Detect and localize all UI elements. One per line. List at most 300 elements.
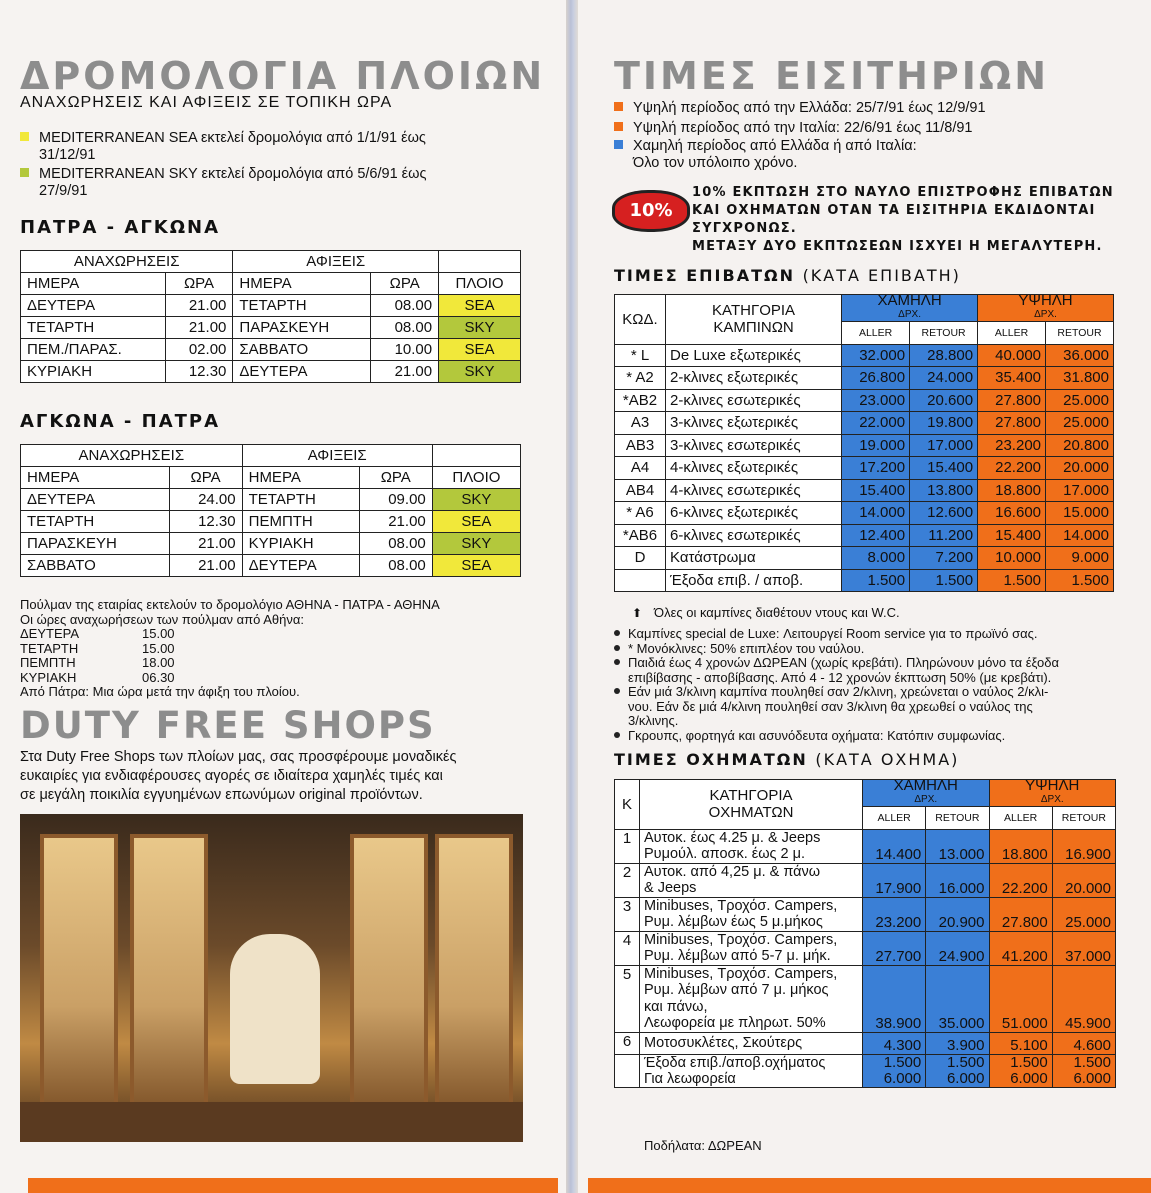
note-sky-line2: 27/9/91 [39,183,88,199]
bus-time-row [20,627,440,642]
cell: 02.00 [165,339,233,361]
price-cell: 38.900 [863,965,926,1032]
table-row [615,1055,1116,1088]
price-cell: 17.900 [863,863,926,897]
duty-free-title: DUTY FREE SHOPS [20,704,436,747]
vehicle-class: 2 [615,863,640,897]
bullet-icon [614,688,620,694]
cat-line: Αυτοκ. έως 4.25 μ. & Jeeps [644,829,821,846]
cell: ΔΕΥΤΕΡΑ [21,295,166,317]
note-text: 3/κλινης. [628,713,679,728]
price-cell: 16.000 [926,863,989,897]
cat-line: Minibuses, Τροχόσ. Campers, [644,965,838,982]
cabin-code: * A2 [615,367,666,390]
ship-cell: SEA [439,295,521,317]
h-high [978,292,1114,322]
table-row [615,479,1114,502]
price-cell: 26.800 [842,367,910,390]
table-row [21,489,521,511]
cabin-code: * A6 [615,502,666,525]
cell: ΤΕΤΑΡΤΗ [233,295,371,317]
cabin-code: AB3 [615,434,666,457]
price: 6.000 [1073,1070,1111,1087]
cell: ΔΕΥΤΕΡΑ [233,361,371,383]
schedule-title: ΔΡΟΜΟΛΟΓΙΑ ΠΛΟΙΩΝ [20,54,546,98]
price-cell: 7.200 [910,547,978,570]
cabin-category: Κατάστρωμα [666,547,842,570]
price-cell: 8.000 [842,547,910,570]
price-cell: 14.000 [842,502,910,525]
h-low [842,292,978,322]
vehicle-class: 1 [615,829,640,863]
price-cell: 25.000 [1046,389,1114,412]
h-retour: RETOUR [910,322,978,345]
note-text: επιβίβασης - αποβίβασης. Από 4 - 12 χρονών έκπτωση 50% (με κρεβάτι). [628,669,1052,685]
note-sea-line2: 31/12/91 [39,147,96,163]
note-text: * Μονόκλινες: 50% επιπλέον του ναύλου. [628,640,865,656]
cell: ΤΕΤΑΡΤΗ [242,489,359,511]
h-high-label: ΥΨΗΛΗ [1018,292,1073,309]
cell: 08.00 [359,555,432,577]
sky-color-square [20,168,29,177]
r1-c-day2: ΗΜΕΡΑ [233,273,371,295]
low-season-square [614,140,623,149]
price-cell: 23.200 [978,434,1046,457]
duty-free-text [20,748,456,805]
cat-line: Μοτοσυκλέτες, Σκούτερς [644,1035,803,1051]
photo-coat [230,934,320,1084]
h-aller: ALLER [989,807,1052,830]
cat-line: Ρυμ. λέμβων από 5-7 μ. μήκ. [644,948,831,964]
price-cell: 23.000 [842,389,910,412]
price-cell: 27.700 [863,931,926,965]
table-row [615,389,1114,412]
ship-cell: SEA [432,511,520,533]
price-cell: 35.000 [926,965,989,1032]
price-cell: 19.000 [842,434,910,457]
ship-cell: SKY [432,489,520,511]
duty-line2: ευκαιρίες για ενδιαφέρουσες αγορές σε ιδιαίτερα χαμηλές τιμές και [20,768,443,784]
price-cell: 37.000 [1052,931,1115,965]
note-text: νου. Εάν δε μιά 4/κλινη πουληθεί σαν 3/κλινη θα χρεωθεί ο ναύλος της [628,698,1033,714]
price-cell: 20.000 [1046,457,1114,480]
cabin-category: 2-κλινες εσωτερικές [666,389,842,412]
r1-c-time2: ΩΡΑ [371,273,439,295]
note-sky-line1: MEDITERRANEAN SKY εκτελεί δρομολόγια από 5/6/91 έως [39,166,427,182]
h-retour: RETOUR [1052,807,1115,830]
table-row [615,457,1114,480]
price-cell: 18.800 [989,829,1052,863]
vehicle-category [640,931,863,965]
cat-line: και πάνω, [644,998,708,1015]
price-cell: 4.600 [1052,1032,1115,1055]
ship-cell: SKY [432,533,520,555]
cell: 10.00 [371,339,439,361]
pass-note-shower [632,606,900,621]
h-cat-line: ΚΑΤΗΓΟΡΙΑ [712,302,796,320]
price: 6.000 [1010,1070,1048,1087]
h-aller: ALLER [842,322,910,345]
h-aller: ALLER [863,807,926,830]
ship-cell: SKY [439,361,521,383]
r2-h-empty [432,445,520,467]
passenger-title-suffix: (ΚΑΤΑ ΕΠΙΒΑΤΗ) [802,266,961,285]
vehicle-class: 3 [615,897,640,931]
duty-line3: σε μεγάλη ποικιλία εγγυημένων επωνύμων original προϊόντων. [20,787,423,803]
price: 1.500 [946,1054,985,1071]
passenger-title-main: ΤΙΜΕΣ ΕΠΙΒΑΤΩΝ [614,266,795,285]
bus-time: 15.00 [142,626,175,641]
r1-h-dep: ΑΝΑΧΩΡΗΣΕΙΣ [21,251,233,273]
bus-time: 06.30 [142,669,175,685]
cell: 21.00 [359,511,432,533]
table-row [21,361,521,383]
r1-c-day: ΗΜΕΡΑ [21,273,166,295]
price-cell: 5.100 [989,1032,1052,1055]
price-cell: 27.800 [978,389,1046,412]
route2-title: ΑΓΚΩΝΑ - ΠΑΤΡΑ [20,411,221,432]
table-row [615,412,1114,435]
note-text: Γκρουπς, φορτηγά και ασυνόδευτα οχήματα: Κατόπιν συμφωνίας. [628,727,1006,743]
price-cell: 22.200 [989,863,1052,897]
cell: ΚΥΡΙΑΚΗ [21,361,166,383]
photo-display-case [40,834,118,1122]
cabin-category: De Luxe εξωτερικές [666,344,842,367]
cabin-category: 3-κλινες εσωτερικές [666,434,842,457]
price-cell: 35.400 [978,367,1046,390]
price-cell: 31.800 [1046,367,1114,390]
cat-line: Αυτοκ. από 4,25 μ. & πάνω [644,863,821,880]
price-cell: 16.900 [1052,829,1115,863]
cat-line: Ρυμούλ. αποσκ. έως 2 μ. [644,846,806,862]
r2-h-arr: ΑΦΙΞΕΙΣ [242,445,432,467]
cat-line: Minibuses, Τροχόσ. Campers, [644,897,838,914]
photo-display-case [130,834,208,1122]
cell [640,1055,863,1088]
cell: 12.30 [169,511,242,533]
page-spine [566,0,578,1193]
discount-line: ΣΥΓΧΡΟΝΩΣ. [692,221,797,236]
bus-time-row [20,671,440,686]
price-cell: 36.000 [1046,344,1114,367]
cabin-category: 6-κλινες εσωτερικές [666,524,842,547]
bottom-bar-left [28,1178,558,1193]
vehicle-category [640,863,863,897]
bus-time-row [20,642,440,657]
table-row [615,829,1116,863]
high-season-square [614,122,623,131]
route2-table [20,444,521,577]
price-cell: 27.800 [978,412,1046,435]
price-cell: 4.300 [863,1032,926,1055]
cabin-code: *AB2 [615,389,666,412]
r2-c-ship: ΠΛΟΙΟ [432,467,520,489]
cell: 08.00 [359,533,432,555]
cabin-category: Έξοδα επιβ. / αποβ. [666,569,842,592]
price: 6.000 [883,1070,922,1087]
cell: 21.00 [165,295,233,317]
ship-cell: SEA [432,555,520,577]
bus-day: ΔΕΥΤΕΡΑ [20,626,80,641]
cell: 09.00 [359,489,432,511]
table-row [615,502,1114,525]
ship-cell: SEA [439,339,521,361]
prices-title: ΤΙΜΕΣ ΕΙΣΙΤΗΡΙΩΝ [614,54,1050,98]
cell [926,1055,989,1088]
passenger-price-table [614,294,1114,592]
cell: ΣΑΒΒΑΤΟ [233,339,371,361]
price-cell: 27.800 [989,897,1052,931]
note-sea [20,130,426,164]
cell: ΠΑΡΑΣΚΕΥΗ [233,317,371,339]
cell: ΣΑΒΒΑΤΟ [21,555,170,577]
r1-h-empty [439,251,521,273]
cat-line: Για λεωφορεία [644,1071,736,1087]
discount-badge: 10% [612,190,690,232]
h-k: Κ [615,780,640,830]
cabin-category: 4-κλινες εξωτερικές [666,457,842,480]
bottom-bar-right [588,1178,1151,1193]
cabin-category: 2-κλινες εξωτερικές [666,367,842,390]
vehicle-category [640,965,863,1032]
table-row [21,295,521,317]
bus-day: ΚΥΡΙΑΚΗ [20,669,77,685]
cell [1052,1055,1115,1088]
price-cell: 12.400 [842,524,910,547]
cell: 08.00 [371,317,439,339]
price: 1.500 [1010,1054,1048,1071]
r2-c-time: ΩΡΑ [169,467,242,489]
bullet-icon [614,659,620,665]
bus-info [20,598,440,700]
cabin-category: 6-κλινες εξωτερικές [666,502,842,525]
vehicle-price-table [614,779,1116,1088]
price-cell: 14.000 [1046,524,1114,547]
vehicle-prices-title [614,750,959,769]
table-row [615,524,1114,547]
note-text: Όλες οι καμπίνες διαθέτουν ντους και W.C. [654,605,900,620]
note-text: Εάν μιά 3/κλινη καμπίνα πουληθεί σαν 2/κλινη, χρεώνεται ο ναύλος 2/κλι- [628,684,1049,699]
cabin-code: A3 [615,412,666,435]
cabin-code: *AB6 [615,524,666,547]
sea-color-square [20,132,29,141]
high-season-square [614,102,623,111]
table-row [615,863,1116,897]
r2-h-dep: ΑΝΑΧΩΡΗΣΕΙΣ [21,445,243,467]
h-drx: ΔΡΧ. [1040,794,1064,805]
price-cell: 17.000 [1046,479,1114,502]
price-cell: 1.500 [978,569,1046,592]
photo-display-case [435,834,513,1122]
table-row [615,965,1116,1032]
cabin-code: * L [615,344,666,367]
h-retour: RETOUR [926,807,989,830]
r1-c-time: ΩΡΑ [165,273,233,295]
note-sky [20,166,426,200]
table-row [21,339,521,361]
price-cell: 51.000 [989,965,1052,1032]
cell: 21.00 [169,555,242,577]
price-cell: 24.900 [926,931,989,965]
discount-text [692,184,1114,256]
h-cat-line: ΚΑΤΗΓΟΡΙΑ [709,787,793,805]
vehicle-category [640,829,863,863]
h-high-label: ΥΨΗΛΗ [1025,777,1080,794]
pass-notes [614,627,1059,743]
price-cell: 41.200 [989,931,1052,965]
cell: ΔΕΥΤΕΡΑ [242,555,359,577]
price-cell: 15.400 [978,524,1046,547]
cabin-code: A4 [615,457,666,480]
discount-line: ΚΑΙ ΟΧΗΜΑΤΩΝ ΟΤΑΝ ΤΑ ΕΙΣΙΤΗΡΙΑ ΕΚΔΙΔΟΝΤΑΙ [692,203,1096,218]
discount-line: ΜΕΤΑΞΥ ΔΥΟ ΕΚΠΤΩΣΕΩΝ ΙΣΧΥΕΙ Η ΜΕΓΑΛΥΤΕΡΗ. [692,239,1103,254]
table-row [21,317,521,339]
table-row [615,569,1114,592]
season-line: Υψηλή περίοδος από την Ελλάδα: 25/7/91 έως 12/9/91 [633,100,986,116]
price-cell: 32.000 [842,344,910,367]
table-row [21,555,521,577]
price-cell: 1.500 [910,569,978,592]
note-text: Παιδιά έως 4 χρονών ΔΩΡΕΑΝ (χωρίς κρεβάτι). Πληρώνουν μόνο τα έξοδα [628,655,1059,670]
arrow-up-icon: ⬆ [632,606,643,620]
h-category [640,780,863,830]
photo-floor [20,1102,523,1142]
cell: ΠΕΜ./ΠΑΡΑΣ. [21,339,166,361]
cabin-code: D [615,547,666,570]
r2-c-day2: ΗΜΕΡΑ [242,467,359,489]
price: 1.500 [1073,1054,1111,1071]
cell: ΠΑΡΑΣΚΕΥΗ [21,533,170,555]
vehicle-title-suffix: (ΚΑΤΑ ΟΧΗΜΑ) [815,750,960,769]
price-cell: 12.600 [910,502,978,525]
duty-line1: Στα Duty Free Shops των πλοίων μας, σας προσφέρουμε μοναδικές [20,749,457,765]
price-cell: 20.000 [1052,863,1115,897]
bus-line2: Οι ώρες αναχωρήσεων των πούλμαν από Αθήνα: [20,611,305,627]
bus-line3: Από Πάτρα: Μια ώρα μετά την άφιξη του πλοίου. [20,684,300,699]
season-extra: Όλο τον υπόλοιπο χρόνο. [633,155,798,171]
price-cell: 11.200 [910,524,978,547]
price-cell: 15.400 [910,457,978,480]
cell: ΠΕΜΠΤΗ [242,511,359,533]
h-drx: ΔΡΧ. [914,794,938,805]
vehicle-class: 4 [615,931,640,965]
h-drx: ΔΡΧ. [1034,309,1057,320]
cat-line: Έξοδα επιβ./αποβ.οχήματος [644,1055,826,1071]
table-row [615,367,1114,390]
cell: ΚΥΡΙΑΚΗ [242,533,359,555]
cat-line: Ρυμ. λέμβων έως 5 μ.μήκος [644,914,823,930]
h-cat-line: ΟΧΗΜΑΤΩΝ [708,804,794,822]
cell: 12.30 [165,361,233,383]
cabin-category: 3-κλινες εξωτερικές [666,412,842,435]
price-cell: 14.400 [863,829,926,863]
price-cell: 16.600 [978,502,1046,525]
cell: 21.00 [169,533,242,555]
seasons [614,98,986,172]
price-cell: 25.000 [1046,412,1114,435]
price-cell: 22.200 [978,457,1046,480]
h-cat-line: ΚΑΜΠΙΝΩΝ [713,319,794,337]
price-cell: 18.800 [978,479,1046,502]
h-drx: ΔΡΧ. [898,309,921,320]
ship-cell: SKY [439,317,521,339]
price-cell: 24.000 [910,367,978,390]
table-row [21,511,521,533]
cabin-category: 4-κλινες εσωτερικές [666,479,842,502]
price-cell: 19.800 [910,412,978,435]
cell: ΤΕΤΑΡΤΗ [21,317,166,339]
price-cell: 20.800 [1046,434,1114,457]
bicycles-note: Ποδήλατα: ΔΩΡΕΑΝ [644,1138,762,1153]
r1-c-ship: ΠΛΟΙΟ [439,273,521,295]
bus-time: 15.00 [142,640,175,656]
bus-time-row [20,656,440,671]
cell: 21.00 [165,317,233,339]
bullet-icon [614,630,620,636]
cell: 08.00 [371,295,439,317]
bus-line1: Πούλμαν της εταιρίας εκτελούν το δρομολόγιο ΑΘΗΝΑ - ΠΑΤΡΑ - ΑΘΗΝΑ [20,597,440,612]
price-cell: 17.200 [842,457,910,480]
discount-line: 10% ΕΚΠΤΩΣΗ ΣΤΟ ΝΑΥΛΟ ΕΠΙΣΤΡΟΦΗΣ ΕΠΙΒΑΤΩΝ [692,185,1114,200]
cell [615,1055,640,1088]
h-low-label: ΧΑΜΗΛΗ [893,777,958,794]
bullet-icon [614,645,620,651]
cat-line: Ρυμ. λέμβων από 7 μ. μήκος [644,982,829,998]
duty-free-shop-photo [20,814,523,1142]
bus-day: ΤΕΤΑΡΤΗ [20,640,79,656]
bullet-icon [614,732,620,738]
price-cell: 23.200 [863,897,926,931]
cell: 24.00 [169,489,242,511]
cell [989,1055,1052,1088]
note-sea-line1: MEDITERRANEAN SEA εκτελεί δρομολόγια από 1/1/91 έως [39,130,426,146]
price-cell: 13.800 [910,479,978,502]
price-cell: 20.600 [910,389,978,412]
route1-title: ΠΑΤΡΑ - ΑΓΚΩΝΑ [20,217,221,238]
price-cell: 15.400 [842,479,910,502]
price-cell: 45.900 [1052,965,1115,1032]
h-high [989,777,1116,807]
vehicle-class: 5 [615,965,640,1032]
table-row [615,1032,1116,1055]
r2-c-day: ΗΜΕΡΑ [21,467,170,489]
photo-display-case [350,834,428,1122]
table-row [615,897,1116,931]
price-cell: 15.000 [1046,502,1114,525]
bus-day: ΠΕΜΠΤΗ [20,655,76,670]
price-cell: 1.500 [1046,569,1114,592]
cat-line: & Jeeps [644,880,697,896]
price-cell: 13.000 [926,829,989,863]
price: 1.500 [883,1054,922,1071]
price-cell: 40.000 [978,344,1046,367]
bus-time: 18.00 [142,655,175,670]
vehicle-title-main: ΤΙΜΕΣ ΟΧΗΜΑΤΩΝ [614,750,808,769]
cell [863,1055,926,1088]
table-row [21,533,521,555]
price-cell: 17.000 [910,434,978,457]
table-row [615,344,1114,367]
season-line: Υψηλή περίοδος από την Ιταλία: 22/6/91 έως 11/8/91 [633,120,973,136]
route1-table [20,250,521,383]
price-cell: 20.900 [926,897,989,931]
schedule-subtitle: ΑΝΑΧΩΡΗΣΕΙΣ ΚΑΙ ΑΦΙΞΕΙΣ ΣΕ ΤΟΠΙΚΗ ΩΡΑ [20,94,393,111]
cat-line: Λεωφορεία με πληρωτ. 50% [644,1015,826,1031]
r2-c-time2: ΩΡΑ [359,467,432,489]
cabin-code [615,569,666,592]
price-cell: 22.000 [842,412,910,435]
price-cell: 1.500 [842,569,910,592]
